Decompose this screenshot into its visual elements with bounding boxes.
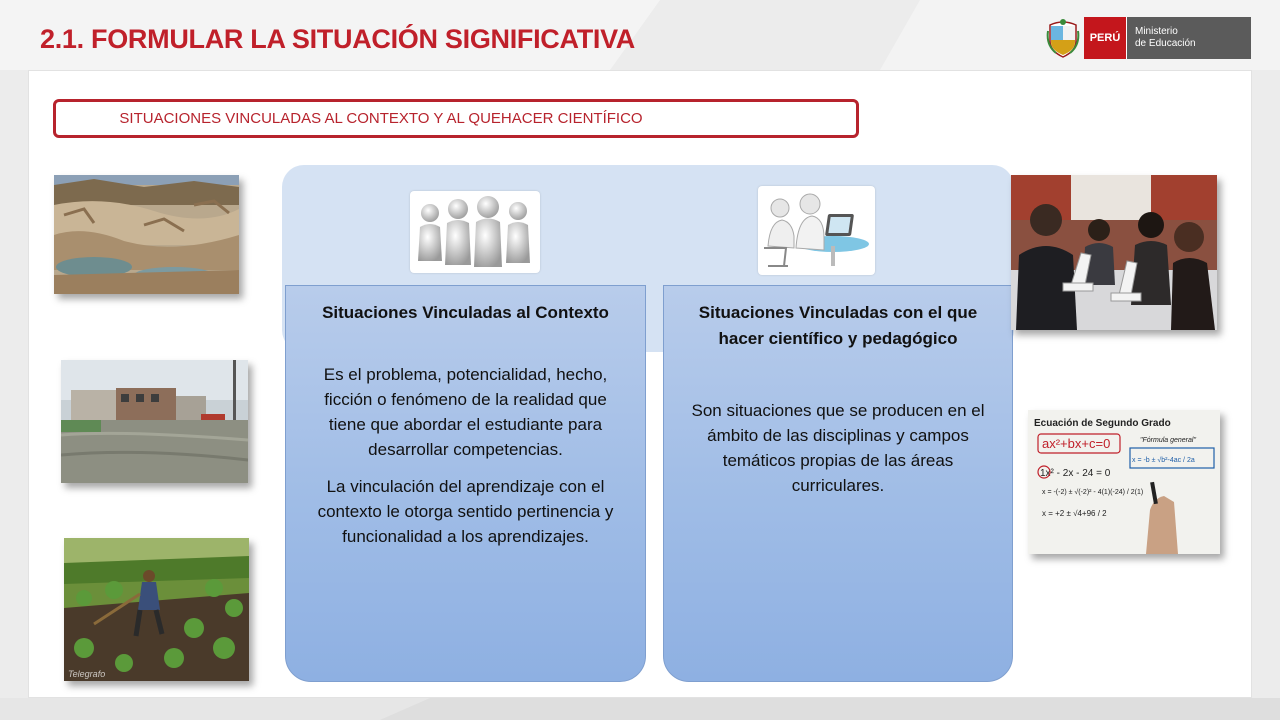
people-group-icon bbox=[410, 191, 540, 273]
context-paragraph-1: Es el problema, potencialidad, hecho, ficción o fenómeno de la realidad que tiene que abordar el estudiante para desarrollar competencias. bbox=[323, 365, 608, 459]
context-situations-box bbox=[285, 285, 646, 682]
page-title: 2.1. FORMULAR LA SITUACIÓN SIGNIFICATIVA bbox=[40, 24, 635, 54]
quadratic-whiteboard-photo bbox=[1028, 410, 1220, 554]
subtitle-box bbox=[53, 99, 859, 138]
board-formula-label: "Fórmula general" bbox=[1140, 437, 1196, 444]
logo-ministry-line2: de Educación bbox=[1135, 38, 1196, 49]
logo-ministry-line1: Ministerio bbox=[1135, 26, 1178, 37]
farmer-field-photo bbox=[64, 538, 249, 681]
coat-of-arms-icon bbox=[1046, 17, 1080, 59]
scientific-paragraph-1: Son situaciones que se producen en el ámbito de las disciplinas y campos temáticos propias de las áreas curriculares. bbox=[691, 401, 985, 495]
people-computer-card bbox=[758, 186, 875, 275]
board-line-3: x = +2 ± √4+96 / 2 bbox=[1042, 509, 1107, 518]
context-heading: Situaciones Vinculadas al Contexto bbox=[322, 303, 609, 322]
people-group-card bbox=[410, 191, 540, 273]
board-formula: x = -b ± √b²-4ac / 2a bbox=[1132, 457, 1195, 464]
microscope-students-photo bbox=[1011, 175, 1217, 330]
photo-watermark: Telegrafo bbox=[68, 669, 106, 679]
board-equation: ax²+bx+c=0 bbox=[1042, 436, 1111, 451]
context-paragraph-2: La vinculación del aprendizaje con el contexto le otorga sentido pertinencia y funcionalidad a los aprendizajes. bbox=[317, 477, 614, 546]
logo-country-label: PERÚ bbox=[1084, 17, 1126, 59]
logo-ministry-label bbox=[1126, 17, 1251, 59]
scientific-heading: Situaciones Vinculadas con el que hacer científico y pedagógico bbox=[698, 303, 978, 348]
scientific-situations-box bbox=[663, 285, 1013, 682]
subtitle-text: SITUACIONES VINCULADAS AL CONTEXTO Y AL QUEHACER CIENTÍFICO bbox=[119, 110, 643, 127]
board-line-2: x = -(-2) ± √(-2)² - 4(1)(-24) / 2(1) bbox=[1042, 489, 1144, 496]
people-computer-icon bbox=[758, 186, 875, 275]
flooded-street-photo bbox=[61, 360, 248, 483]
ministry-logo bbox=[1046, 17, 1251, 59]
board-title: Ecuación de Segundo Grado bbox=[1034, 418, 1171, 429]
board-line-1: 1x² - 2x - 24 = 0 bbox=[1040, 468, 1111, 479]
mining-landscape-photo bbox=[54, 175, 239, 294]
